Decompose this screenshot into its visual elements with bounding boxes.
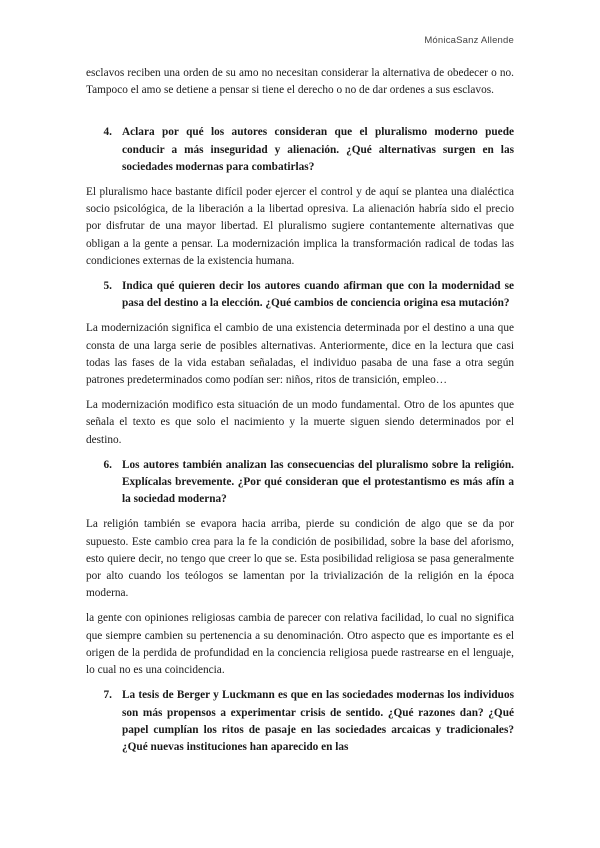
question-5 xyxy=(86,278,514,312)
answer-paragraph: la gente con opiniones religiosas cambia de parecer con relativa facilidad, lo cual no significa que siempre cambien su pertenencia a su denominación. Otro aspecto que es importante es el origen de la perdida de profundidad en la conciencia religiosa puede rastrearse en el lenguaje, lo cual no es una coincidencia. xyxy=(86,612,514,677)
document-body xyxy=(86,65,514,764)
question-text: Los autores también analizan las consecuencias del pluralismo sobre la religión. Explícalas brevemente. ¿Por qué consideran que el protestantismo es más afín a la sociedad moderna? xyxy=(122,458,514,506)
question-text: Indica qué quieren decir los autores cuando afirman que con la modernidad se pasa del destino a la elección. ¿Qué cambios de conciencia origina esa mutación? xyxy=(122,280,514,310)
question-7 xyxy=(86,687,514,756)
question-6 xyxy=(86,457,514,509)
question-number: 4. xyxy=(103,126,112,139)
question-number: 6. xyxy=(103,458,112,471)
question-text: La tesis de Berger y Luckmann es que en las sociedades modernas los individuos son más propensos a experimentar crisis de sentido. ¿Qué razones dan? ¿Qué papel cumplían los ritos de pasaje en las sociedades arcaicas y tradicionales? ¿Qué nuevas instituciones han aparecido en las xyxy=(122,689,514,753)
question-number: 7. xyxy=(103,689,112,702)
page-header-author: MónicaSanz Allende xyxy=(424,35,514,46)
answer-paragraph: La modernización significa el cambio de una existencia determinada por el destino a una que consta de una larga serie de posibles alternativas. Anteriormente, dice en la lectura que casi todas las fases de la vida estaban señaladas, el individuo pasaba de una fase a otra según patrones predeterminados como podían ser: niños, ritos de transición, empleo… xyxy=(86,322,514,387)
question-number: 5. xyxy=(103,280,112,293)
answer-paragraph: El pluralismo hace bastante difícil poder ejercer el control y de aquí se plantea una dialéctica socio psicológica, de la liberación a la libertad opresiva. La alienación habría sido el precio por disfrutar de una mayor libertad. El pluralismo sugiere contantemente alternativas que obligan a la gente a pensar. La modernización implica la transformación radical de todas las condiciones externas de la existencia humana. xyxy=(86,186,514,267)
answer-paragraph: La religión también se evapora hacia arriba, pierde su condición de algo que se da por supuesto. Este cambio crea para la fe la condición de posibilidad, sobre la base del aforismo, esto quiere decir, no tengo que creer lo que se. Esta posibilidad religiosa se pasa generalmente por alto cuando los teólogos se lamentan por la trivialización de la religión en la época moderna. xyxy=(86,518,514,600)
question-text: Aclara por qué los autores consideran que el pluralismo moderno puede conducir a más inseguridad y alienación. ¿Qué alternativas surgen en las sociedades modernas para combatirlas? xyxy=(122,126,514,173)
question-4 xyxy=(86,124,514,176)
intro-paragraph: esclavos reciben una orden de su amo no necesitan considerar la alternativa de obedecer o no. Tampoco el amo se detiene a pensar si tiene el derecho o no de dar ordenes a sus esclavos. xyxy=(86,67,514,97)
answer-paragraph: La modernización modifico esta situación de un modo fundamental. Otro de los apuntes que señala el texto es que solo el nacimiento y la muerte siguen siendo determinados por el destino. xyxy=(86,399,514,446)
